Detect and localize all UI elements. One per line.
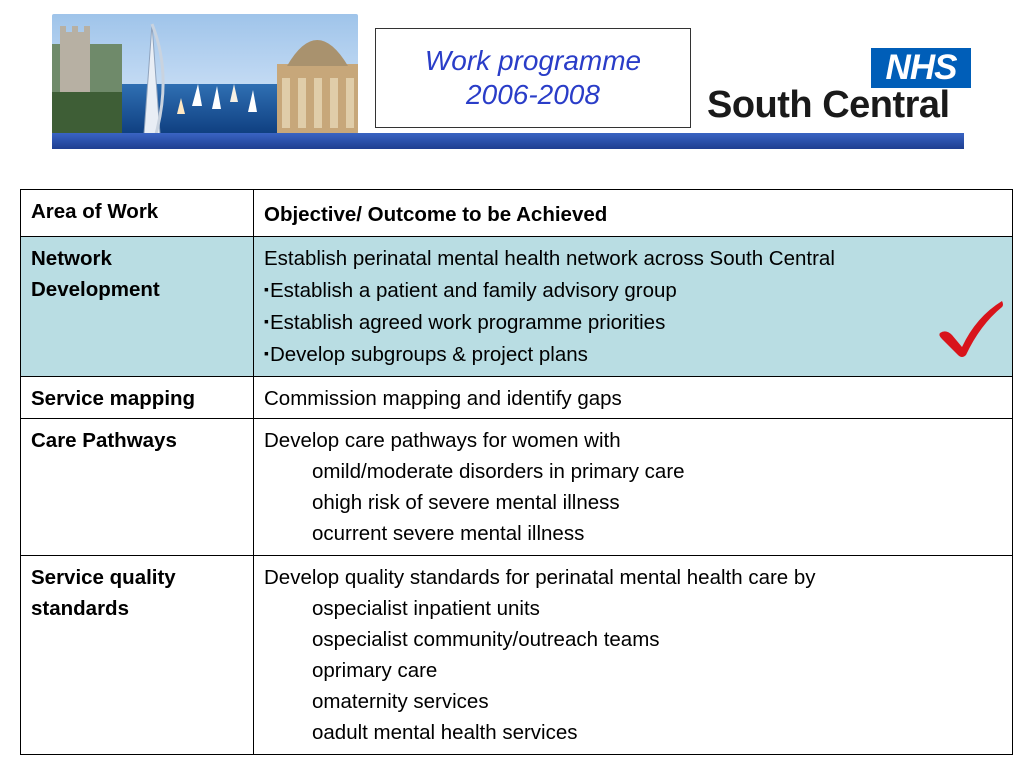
- bullet-item: [264, 593, 1002, 624]
- bullet-item: [264, 456, 1002, 487]
- bullet-text: mild/moderate disorders in primary care: [323, 460, 685, 483]
- objective-intro: Develop quality standards for perinatal mental health care by: [264, 566, 816, 589]
- nhs-logo: [705, 44, 971, 128]
- objective-line: Establish perinatal mental health network across South Central: [264, 247, 835, 270]
- row-objective-care-pathways: [254, 419, 1013, 556]
- square-bullet-icon: ▪: [264, 345, 269, 361]
- bullet-text: Establish agreed work programme priorities: [269, 311, 666, 334]
- row-area-network-development: [21, 237, 254, 377]
- square-bullet-icon: ▪: [264, 313, 269, 329]
- bullet-item: [264, 518, 1002, 549]
- circle-bullet-icon: o: [312, 721, 324, 744]
- circle-bullet-icon: o: [312, 460, 324, 483]
- objective-line: Commission mapping and identify gaps: [264, 387, 622, 410]
- bullet-text: primary care: [323, 659, 438, 682]
- row-objective-service-quality-standards: [254, 556, 1013, 755]
- bullet-text: maternity services: [323, 690, 489, 713]
- bullet-item: [264, 686, 1002, 717]
- bullet-item: [264, 624, 1002, 655]
- row-objective-service-mapping: [254, 377, 1013, 419]
- row-area-care-pathways: Care Pathways: [21, 419, 254, 556]
- table-row: [21, 419, 1013, 556]
- objective-intro: Develop care pathways for women with: [264, 429, 621, 452]
- nhs-badge: NHS: [871, 48, 971, 88]
- title-box: [375, 28, 691, 128]
- circle-bullet-icon: o: [312, 690, 324, 713]
- table-row: [21, 237, 1013, 377]
- bullet-text: adult mental health services: [323, 721, 578, 744]
- bullet-text: Establish a patient and family advisory group: [269, 279, 677, 302]
- table-row: [21, 377, 1013, 419]
- table-header-row: [21, 190, 1013, 237]
- banner-photo-collage: [52, 14, 358, 134]
- title-line-1: Work programme: [424, 45, 642, 76]
- circle-bullet-icon: o: [312, 628, 324, 651]
- bullet-item: [264, 487, 1002, 518]
- title-line-2: 2006-2008: [466, 79, 600, 110]
- bullet-text: specialist community/outreach teams: [323, 628, 660, 651]
- bullet-item: [264, 306, 1002, 338]
- header-area-of-work: Area of Work: [21, 190, 254, 237]
- area-line: Service quality: [31, 566, 176, 589]
- circle-bullet-icon: o: [312, 659, 324, 682]
- collage-image: [52, 14, 358, 134]
- bullet-item: [264, 717, 1002, 748]
- circle-bullet-icon: o: [312, 597, 324, 620]
- bullet-item: [264, 338, 1002, 370]
- row-area-service-mapping: Service mapping: [21, 377, 254, 419]
- bullet-text: current severe mental illness: [323, 522, 585, 545]
- bullet-item: [264, 655, 1002, 686]
- tick-icon: [936, 299, 1006, 359]
- area-line: Network: [31, 247, 112, 270]
- nhs-region-name: South Central: [707, 84, 950, 126]
- table-row: [21, 556, 1013, 755]
- work-programme-table: [20, 189, 1013, 755]
- header-objective: Objective/ Outcome to be Achieved: [254, 190, 1013, 237]
- area-line: Development: [31, 278, 160, 301]
- bullet-item: [264, 274, 1002, 306]
- circle-bullet-icon: o: [312, 491, 324, 514]
- bullet-text: Develop subgroups & project plans: [269, 343, 588, 366]
- square-bullet-icon: ▪: [264, 281, 269, 297]
- area-line: standards: [31, 597, 129, 620]
- banner-bar: [52, 133, 964, 149]
- bullet-text: high risk of severe mental illness: [323, 491, 620, 514]
- bullet-text: specialist inpatient units: [323, 597, 540, 620]
- row-objective-network-development: [254, 237, 1013, 377]
- circle-bullet-icon: o: [312, 522, 324, 545]
- row-area-service-quality-standards: [21, 556, 254, 755]
